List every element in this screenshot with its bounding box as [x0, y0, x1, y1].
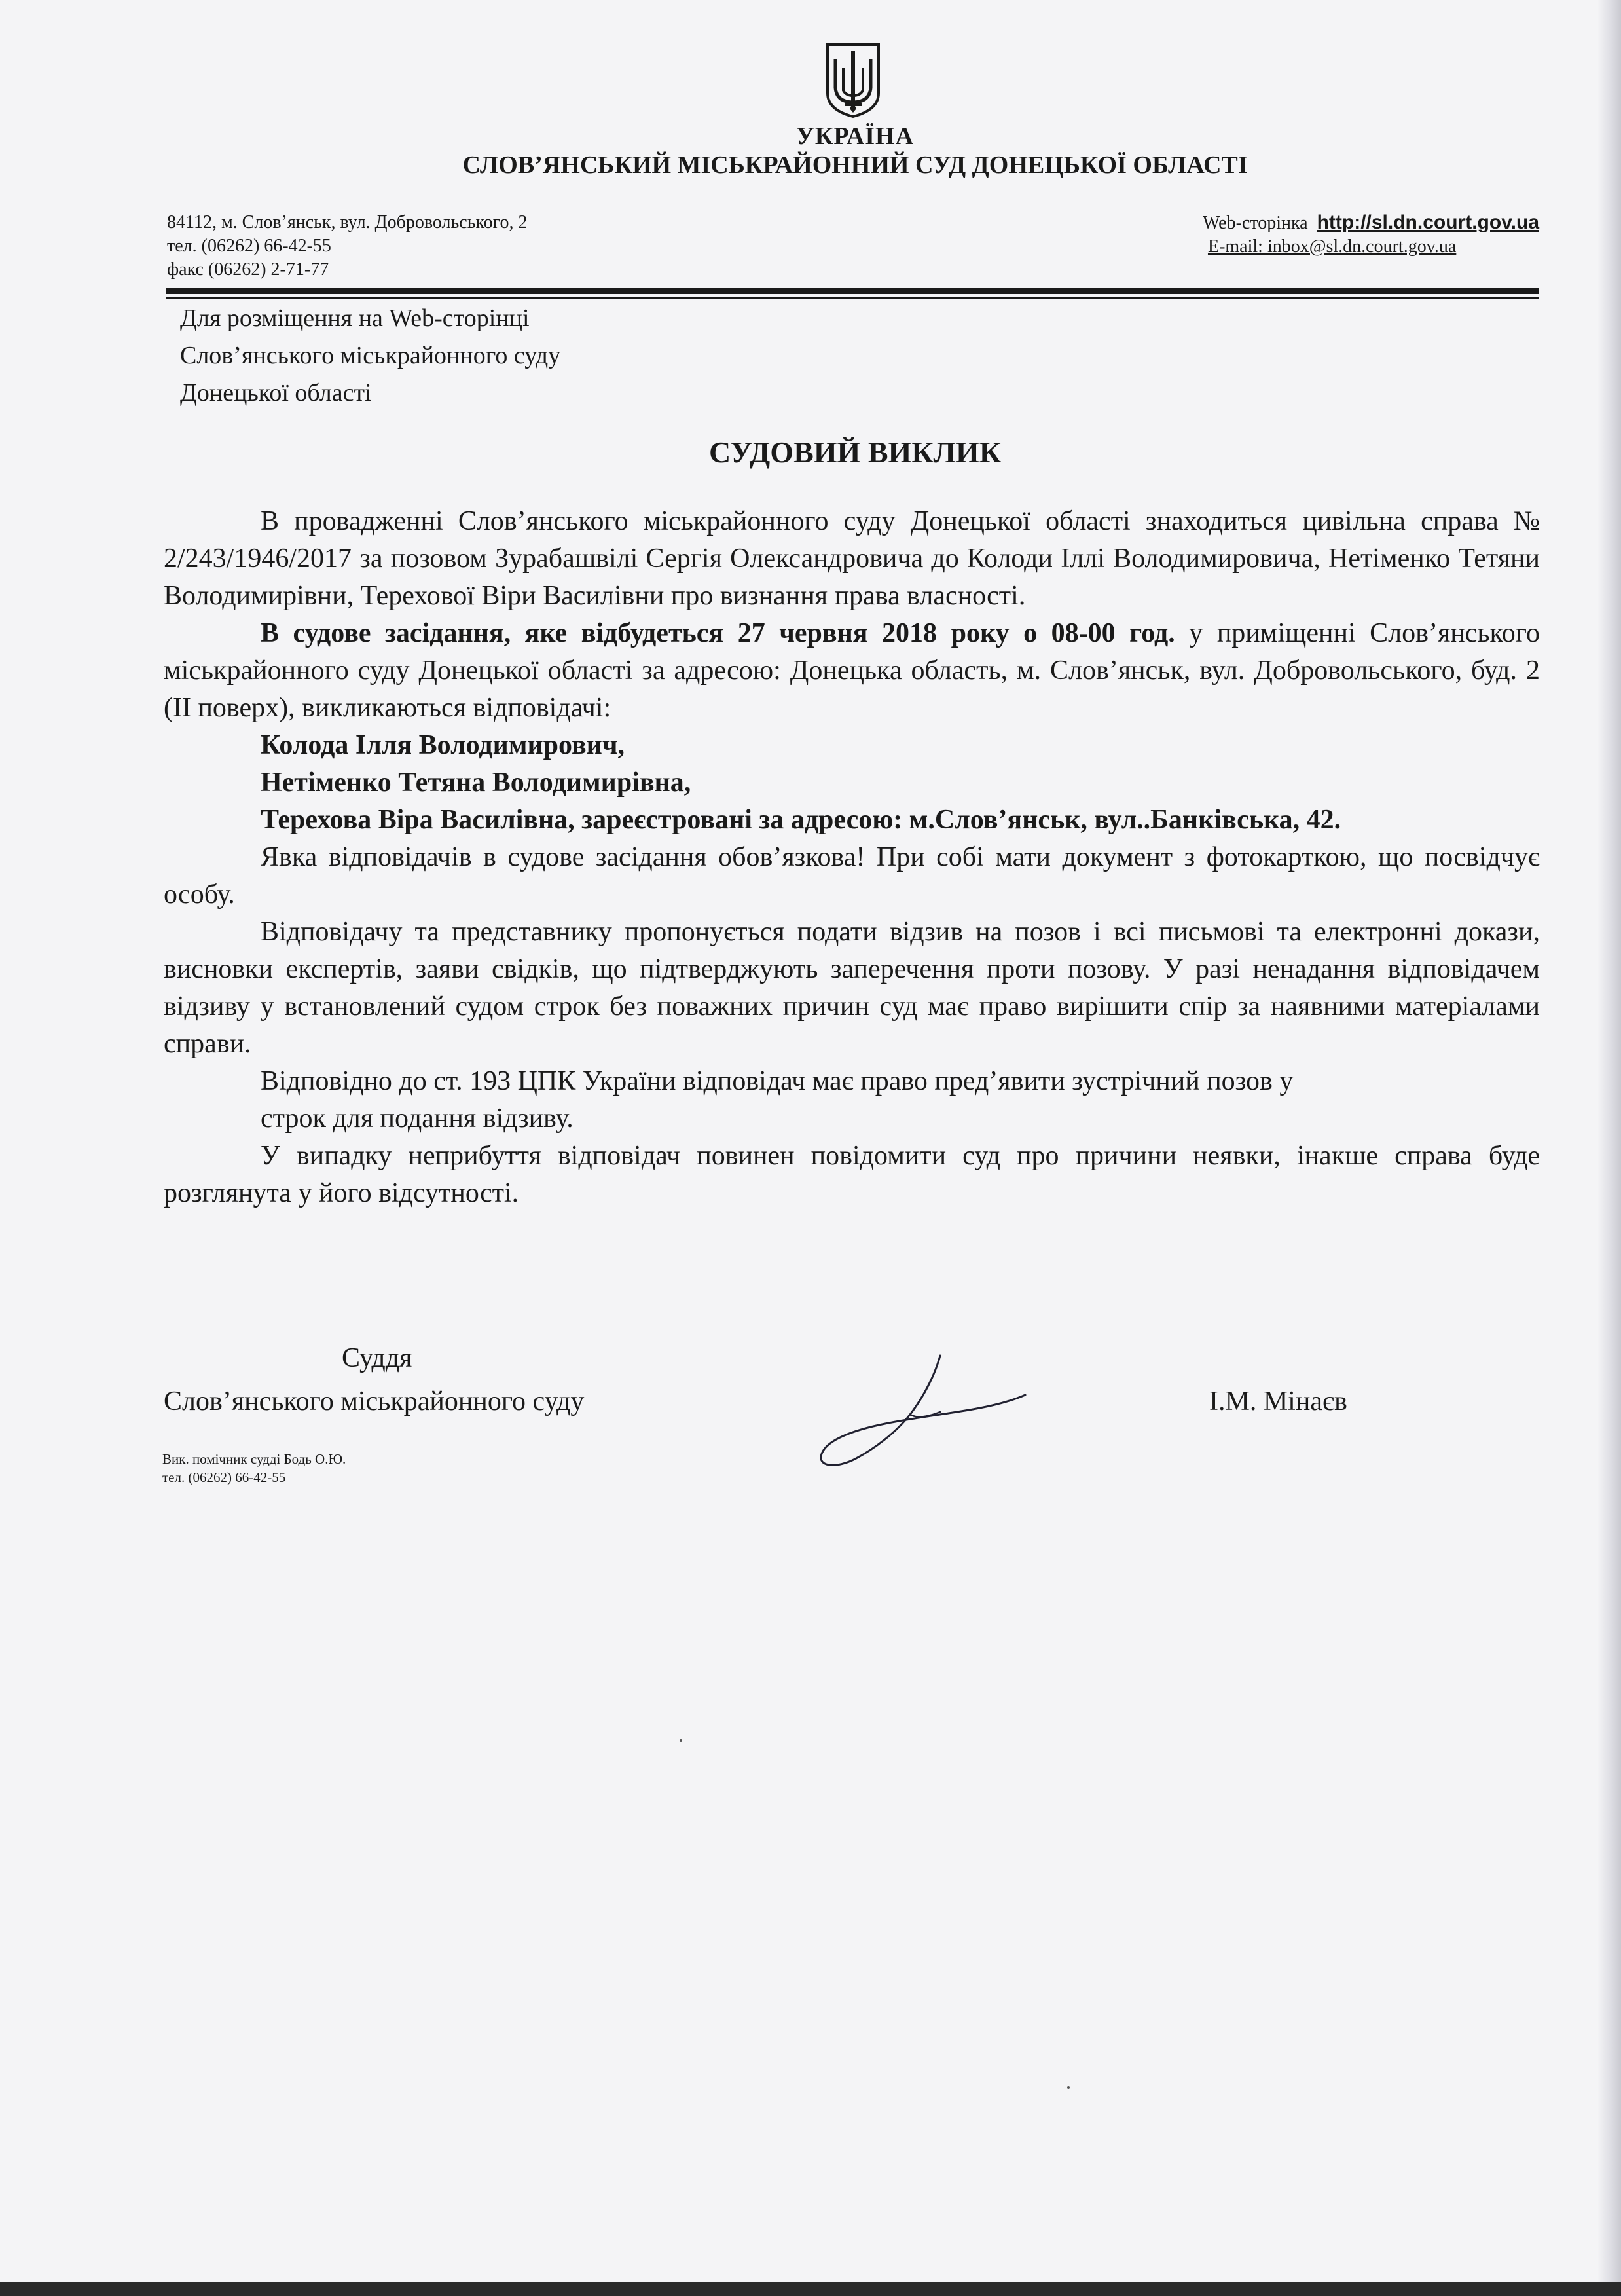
defendant-1: Колода Ілля Володимирович, — [261, 730, 625, 760]
scan-speck — [680, 1739, 682, 1742]
court-contacts — [167, 211, 527, 282]
document-title: СУДОВИЙ ВИКЛИК — [708, 435, 1002, 469]
scan-bottom-edge — [0, 2282, 1621, 2296]
judge-title: Суддя — [342, 1343, 412, 1373]
paragraph-response: Відповідачу та представнику пропонується подати відзив на позов і всі письмові та електронні докази, висновки експертів, заяви свідків, що підтверджують заперечення проти позову. У разі ненадання відповідачем відзиву у встановлений судом строк без поважних причин суд має право вирішити спір за наявними матеріалами справи. — [164, 917, 1540, 1059]
court-phone: тел. (06262) 66-42-55 — [167, 236, 331, 256]
header-rule-thick — [166, 288, 1539, 294]
paragraph-attendance: Явка відповідачів в судове засідання обов’язкова! При собі мати документ з фотокарткою, що посвідчує особу. — [164, 842, 1540, 910]
defendant-2: Нетіменко Тетяна Володимирівна, — [261, 768, 691, 798]
country-heading: УКРАЇНА — [795, 122, 915, 150]
assistant-name: Вик. помічник судді Бодь О.Ю. — [162, 1451, 346, 1467]
web-label: Web-сторінка — [1202, 213, 1308, 233]
assistant-info — [162, 1450, 346, 1487]
handwritten-signature — [812, 1349, 1028, 1473]
paragraph-hearing: В судове засідання, яке відбудеться 27 червня 2018 року о 08-00 год. у приміщенні Слов’янського міськрайонного суду Донецької області за адресою: Донецька область, м. Слов’янськ, вул. Добровольського, буд. 2 (II поверх), викликаються відповідачі: — [164, 618, 1540, 723]
assistant-phone: тел. (06262) 66-42-55 — [162, 1470, 286, 1485]
paragraph-counterclaim-2: строк для подання відзиву. — [261, 1103, 574, 1134]
coat-of-arms-icon — [824, 42, 883, 119]
court-web-contacts — [1203, 211, 1539, 259]
court-fax: факс (06262) 2-71-77 — [167, 259, 329, 280]
paragraph-absence: У випадку неприбуття відповідач повинен повідомити суд про причини неявки, інакше справа буде розглянута у його відсутності. — [164, 1141, 1540, 1208]
paragraph-counterclaim-1: Відповідно до ст. 193 ЦПК України відповідач має право пред’явити зустрічний позов у — [261, 1066, 1294, 1096]
summons-body — [164, 503, 1540, 1212]
hearing-date-text: В судове засідання, яке відбудеться 27 червня 2018 року о 08-00 год. — [261, 618, 1175, 648]
page-edge-shadow — [1597, 0, 1621, 2296]
judge-court: Слов’янського міськрайонного суду — [164, 1386, 585, 1416]
placement-note: Для розміщення на Web-сторінці Слов’янського міськрайонного суду Донецької області — [180, 305, 561, 407]
defendant-3: Терехова Віра Василівна, зареєстровані за адресою: м.Слов’янськ, вул..Банківська, 42. — [261, 805, 1341, 835]
header-rule-thin — [166, 297, 1539, 299]
court-address: 84112, м. Слов’янськ, вул. Добровольського, 2 — [167, 212, 528, 232]
paragraph-case: В провадженні Слов’янського міськрайонного суду Донецької області знаходиться цивільна справа № 2/243/1946/2017 за позовом Зурабашвілі Сергія Олександровича до Колоди Іллі Володимировича, Нетіменко Тетяни Володимирівни, Терехової Віри Василівни про визнання права власності. — [164, 506, 1540, 611]
court-heading: СЛОВ’ЯНСЬКИЙ МІСЬКРАЙОННИЙ СУД ДОНЕЦЬКОЇ ОБЛАСТІ — [462, 151, 1248, 179]
judge-name: І.М. Мінаєв — [1209, 1386, 1347, 1416]
email-link[interactable]: E-mail: inbox@sl.dn.court.gov.ua — [1207, 236, 1457, 257]
scan-speck — [1067, 2086, 1070, 2089]
web-url-link[interactable]: http://sl.dn.court.gov.ua — [1317, 212, 1539, 233]
